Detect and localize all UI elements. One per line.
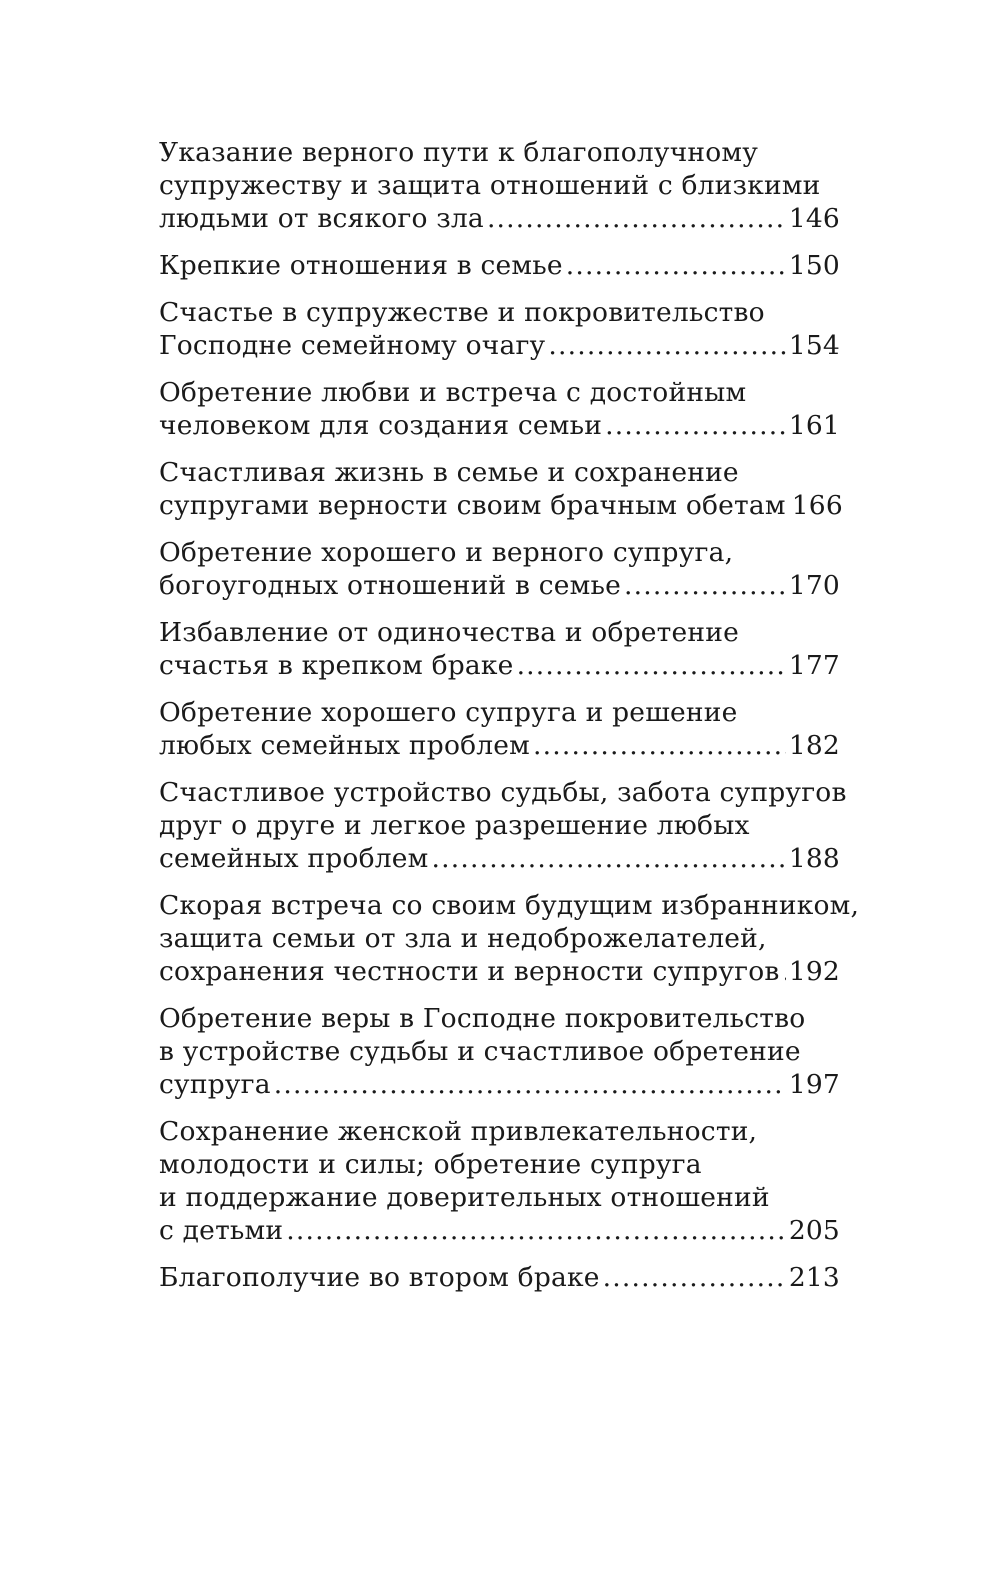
toc-entry — [159, 1115, 840, 1247]
toc-entry-title-line: Избавление от одиночества и обретение — [159, 617, 740, 648]
dot-leader — [783, 955, 786, 988]
toc-entry-title-line: семейных проблем — [159, 843, 429, 874]
page-number: 146 — [788, 203, 840, 234]
toc-entry-title-line: с детьми — [159, 1215, 284, 1246]
toc-entry-title-line: Обретение любви и встреча с достойным — [159, 377, 747, 408]
toc-entry-last-line — [159, 1068, 840, 1101]
toc-entry-title-line: молодости и силы; обретение супруга — [159, 1149, 702, 1180]
toc-entry-title-line: Счастливое устройство судьбы, забота супругов — [159, 777, 847, 808]
dot-leader — [431, 842, 785, 875]
dot-leader — [533, 729, 786, 762]
dot-leader — [487, 202, 786, 235]
dot-leader — [624, 569, 786, 602]
toc-entry-title-line: Скорая встреча со своим будущим избранником, — [159, 890, 860, 921]
toc-entry-title-line: счастья в крепком браке — [159, 650, 514, 681]
toc-entry — [159, 776, 847, 875]
dot-leader — [274, 1068, 786, 1101]
toc-entry-title-line: защита семьи от зла и недоброжелателей, — [159, 923, 767, 954]
toc-entry-title-line: супруга — [159, 1069, 271, 1100]
toc-entry-last-line — [159, 202, 840, 235]
toc-entry-title-line: супругами верности своим брачным обетам — [159, 490, 786, 521]
dot-leader — [548, 329, 785, 362]
toc-entry-title-line: богоугодных отношений в семье — [159, 570, 621, 601]
page-number: 150 — [788, 250, 840, 281]
toc-entry — [159, 1261, 840, 1294]
toc-entry-last-line — [159, 1261, 840, 1294]
toc-entry — [159, 456, 843, 522]
toc-entry-title-line: в устройстве судьбы и счастливое обретение — [159, 1036, 801, 1067]
toc-entry — [159, 376, 840, 442]
page-number: 177 — [788, 650, 840, 681]
toc-entry — [159, 296, 840, 362]
toc-entry-title-line: супружеству и защита отношений с близкими — [159, 170, 821, 201]
toc-entry-last-line — [159, 955, 840, 988]
toc-entry-last-line — [159, 489, 843, 522]
toc-entry-title-line: и поддержание доверительных отношений — [159, 1182, 770, 1213]
toc-entry-last-line — [159, 649, 840, 682]
toc-entry-title-line: Обретение веры в Господне покровительство — [159, 1003, 806, 1034]
toc-entry-title-line: Обретение хорошего супруга и решение — [159, 697, 738, 728]
toc-entry-title-line: любых семейных проблем — [159, 730, 530, 761]
dot-leader — [603, 1261, 786, 1294]
toc-entry — [159, 696, 840, 762]
dot-leader — [517, 649, 786, 682]
toc-entry-title-line: Указание верного пути к благополучному — [159, 137, 759, 168]
toc-entry-last-line — [159, 1214, 840, 1247]
toc-entry-title-line: людьми от всякого зла — [159, 203, 484, 234]
toc-entry-title-line: человеком для создания семьи — [159, 410, 603, 441]
toc-entry — [159, 249, 840, 282]
toc-entry-last-line — [159, 249, 840, 282]
toc-entry-last-line — [159, 569, 840, 602]
toc-entry-title-line: Сохранение женской привлекательности, — [159, 1116, 758, 1147]
toc-entry-title-line: Крепкие отношения в семье — [159, 250, 563, 281]
toc-entry-title-line: друг о друге и легкое разрешение любых — [159, 810, 750, 841]
toc-entry-last-line — [159, 729, 840, 762]
toc-entry-last-line — [159, 409, 840, 442]
page-number: 166 — [791, 490, 843, 521]
toc-entry — [159, 1002, 840, 1101]
page-number: 154 — [788, 330, 840, 361]
toc-entry-last-line — [159, 329, 840, 362]
toc-entry-title-line: Счастливая жизнь в семье и сохранение — [159, 457, 739, 488]
dot-leader — [605, 409, 786, 442]
toc-entry — [159, 536, 840, 602]
page-number: 161 — [788, 410, 840, 441]
dot-leader — [566, 249, 786, 282]
toc-entry-title-line: Благополучие во втором браке — [159, 1262, 600, 1293]
toc-entry — [159, 616, 840, 682]
toc-entry-last-line — [159, 842, 840, 875]
toc-entry-title-line: сохранения честности и верности супругов — [159, 956, 780, 987]
toc-entry — [159, 136, 840, 235]
page-number: 182 — [788, 730, 840, 761]
page-number: 197 — [788, 1069, 840, 1100]
toc-entry-title-line: Господне семейному очагу — [159, 330, 546, 361]
page-number: 170 — [788, 570, 840, 601]
page-number: 192 — [788, 956, 840, 987]
page-number: 205 — [788, 1215, 840, 1246]
toc-entry-title-line: Счастье в супружестве и покровительство — [159, 297, 765, 328]
toc-entry-title-line: Обретение хорошего и верного супруга, — [159, 537, 734, 568]
toc-entry — [159, 889, 860, 988]
table-of-contents — [159, 136, 860, 1308]
dot-leader — [286, 1214, 786, 1247]
page-number: 213 — [788, 1262, 840, 1293]
page-number: 188 — [788, 843, 840, 874]
